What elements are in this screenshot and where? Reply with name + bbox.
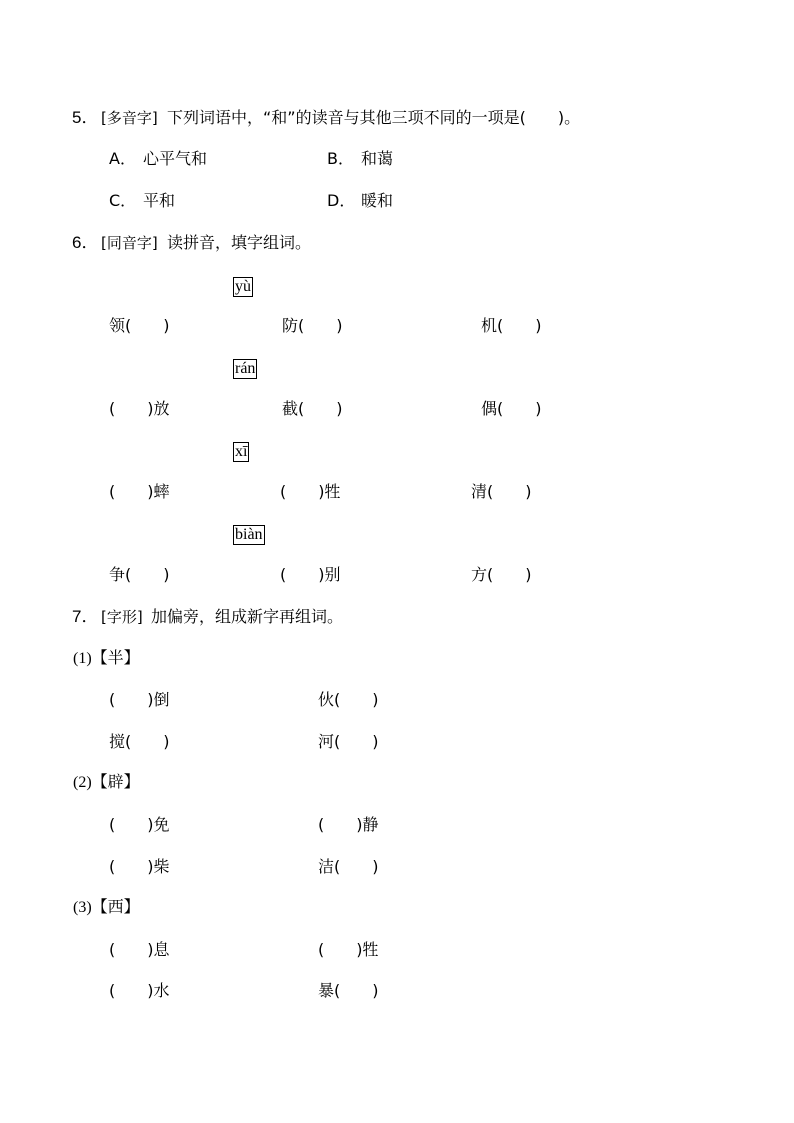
q5-option-a: 心平气和 [143,149,208,168]
pinyin-xi: xī [235,443,248,460]
q7-blank[interactable]: ( )免 [109,815,170,834]
q6-blank[interactable]: ( )牲 [280,482,341,501]
pinyin-yu: yù [235,278,251,295]
q7-part-1-label: (1)【半】 [73,650,140,667]
q7-blank[interactable]: 搅( ) [109,732,170,751]
q5-option-c-label: C． [109,191,137,210]
q7-blank[interactable]: ( )静 [318,815,379,834]
q7-blank[interactable]: 暴( ) [318,981,379,1000]
q5-number: 5． [72,108,99,127]
q6-blank[interactable]: 争( ) [109,565,170,584]
q7-blank[interactable]: ( )柴 [109,857,170,876]
q7-blank[interactable]: 河( ) [318,732,379,751]
q5-option-b-label: B． [327,149,354,168]
q7-blank[interactable]: 伙( ) [318,690,379,709]
q7-part-2-label: (2)【辟】 [73,774,140,791]
q6-blank[interactable]: ( )别 [280,565,341,584]
q7-blank[interactable]: ( )牲 [318,940,379,959]
q6-blank[interactable]: 截( ) [282,399,343,418]
pinyin-bian: biàn [235,526,263,543]
q5-option-a-label: A． [109,149,136,168]
q7-part-3-label: (3)【西】 [73,899,140,916]
q6-blank[interactable]: 清( ) [471,482,532,501]
q5-option-d-label: D． [327,191,356,210]
q5-option-b: 和蔼 [361,149,394,168]
q6-blank[interactable]: 机( ) [481,316,542,335]
pinyin-ran: rán [235,360,256,377]
q6-blank[interactable]: 偶( ) [481,399,542,418]
q5-option-c: 平和 [143,191,176,210]
q7-tag: [字形] [101,608,143,626]
q5-option-d: 暖和 [361,191,394,210]
q7-blank[interactable]: ( )倒 [109,690,170,709]
q6-blank[interactable]: 方( ) [471,565,532,584]
q6-blank[interactable]: 防( ) [282,316,343,335]
q7-blank[interactable]: ( )息 [109,940,170,959]
q7-number: 7． [72,607,99,626]
q6-blank[interactable]: ( )蟀 [109,482,170,501]
q6-blank[interactable]: ( )放 [109,399,170,418]
q6-tag: [同音字] [101,234,158,252]
q5-prompt: 下列词语中，“和”的读音与其他三项不同的一项是( )。 [167,108,581,127]
q7-blank[interactable]: ( )水 [109,981,170,1000]
q5-tag: [多音字] [101,109,158,127]
q7-prompt: 加偏旁，组成新字再组词。 [151,607,344,626]
q6-blank[interactable]: 领( ) [109,316,170,335]
q7-blank[interactable]: 洁( ) [318,857,379,876]
q6-number: 6． [72,233,99,252]
q6-prompt: 读拼音，填字组词。 [167,233,312,252]
